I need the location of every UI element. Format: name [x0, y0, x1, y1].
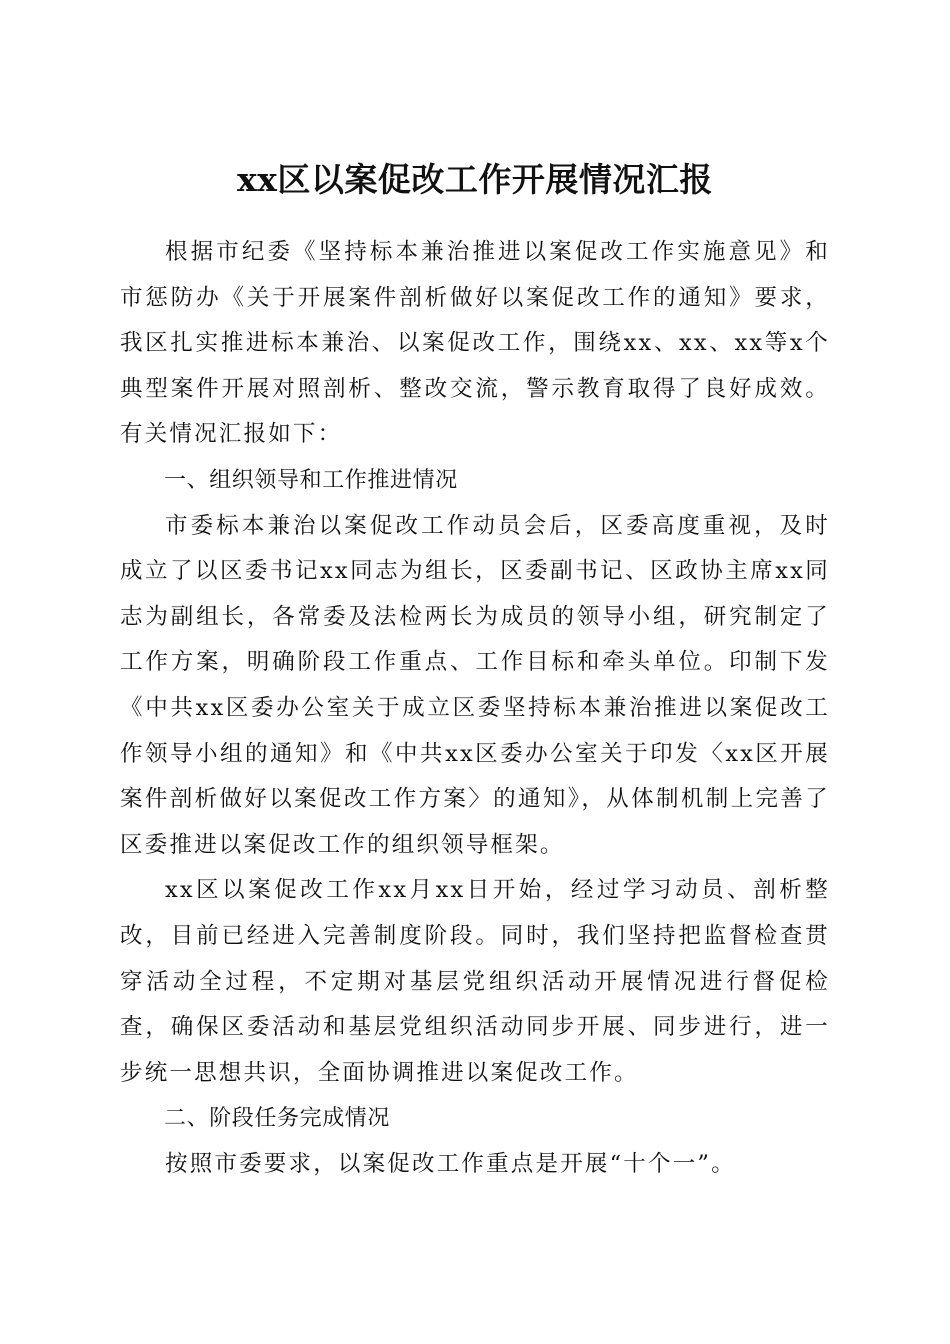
- section-heading-1: 一、组织领导和工作推进情况: [164, 467, 458, 493]
- section-1-paragraph-2: xx区以案促改工作xx月xx日开始，经过学习动员、剖析整改，目前已经进入完善制度阶段。同时，我们坚持把监督检查贯穿活动全过程，不定期对基层党组织活动开展情况进行督促检查，确保区委活动和基层党组织活动同步开展、同步进行，进一步统一思想共识，全面协调推进以案促改工作。: [120, 877, 830, 1086]
- document-body: [120, 230, 830, 1187]
- section-1-paragraph-1: 市委标本兼治以案促改工作动员会后，区委高度重视，及时成立了以区委书记xx同志为组长，区委副书记、区政协主席xx同志为副组长，各常委及法检两长为成员的领导小组，研究制定了工作方案，明确阶段工作重点、工作目标和牵头单位。印制下发《中共xx区委办公室关于成立区委坚持标本兼治推进以案促改工作领导小组的通知》和《中共xx区委办公室关于印发〈xx区开展案件剖析做好以案促改工作方案〉的通知》，从体制机制上完善了区委推进以案促改工作的组织领导框架。: [120, 512, 830, 858]
- section-heading-2: 二、阶段任务完成情况: [164, 1106, 391, 1132]
- document-title: xx区以案促改工作开展情况汇报: [237, 160, 713, 200]
- section-2-paragraph-1: 按照市委要求，以案促改工作重点是开展“十个一”。: [165, 1150, 736, 1177]
- intro-paragraph: 根据市纪委《坚持标本兼治推进以案促改工作实施意见》和市惩防办《关于开展案件剖析做好以案促改工作的通知》要求，我区扎实推进标本兼治、以案促改工作，围绕xx、xx、xx等x个典型案件开展对照剖析、整改交流，警示教育取得了良好成效。有关情况汇报如下：: [120, 239, 830, 448]
